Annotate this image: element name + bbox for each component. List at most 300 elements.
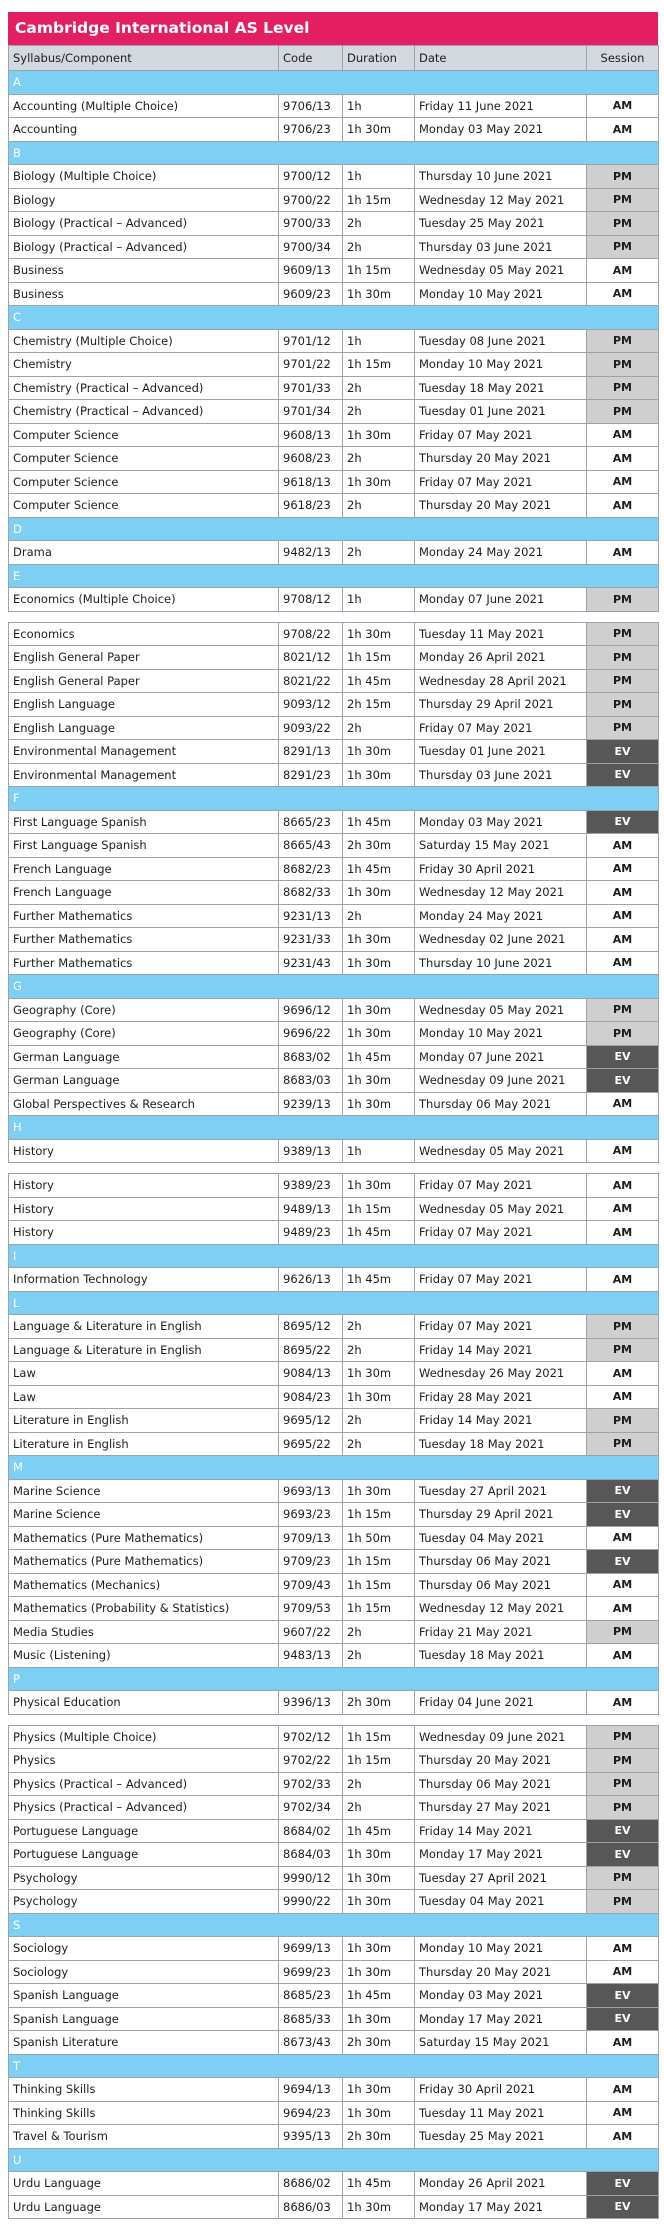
duration-cell: 1h 45m xyxy=(343,810,415,834)
code-cell: 9702/12 xyxy=(279,1725,343,1749)
date-cell: Thursday 20 May 2021 xyxy=(415,1749,587,1773)
syllabus-cell: Biology (Practical – Advanced) xyxy=(9,212,279,236)
duration-cell: 2h 15m xyxy=(343,693,415,717)
date-cell: Wednesday 26 May 2021 xyxy=(415,1362,587,1386)
duration-cell: 1h 30m xyxy=(343,423,415,447)
session-cell: AM xyxy=(587,1268,659,1292)
code-cell: 9708/22 xyxy=(279,622,343,646)
syllabus-cell: Music (Listening) xyxy=(9,1644,279,1668)
table-row xyxy=(9,1691,659,1715)
table-row xyxy=(9,423,659,447)
syllabus-cell: First Language Spanish xyxy=(9,834,279,858)
syllabus-cell: Computer Science xyxy=(9,494,279,518)
code-cell: 9609/13 xyxy=(279,259,343,283)
date-cell: Wednesday 12 May 2021 xyxy=(415,1597,587,1621)
duration-cell: 1h 15m xyxy=(343,1597,415,1621)
syllabus-cell: Media Studies xyxy=(9,1620,279,1644)
session-cell: AM xyxy=(587,1174,659,1198)
table-row xyxy=(9,1409,659,1433)
table-row xyxy=(9,1221,659,1245)
session-cell: AM xyxy=(587,1362,659,1386)
session-cell: EV xyxy=(587,1819,659,1843)
code-cell: 9084/23 xyxy=(279,1385,343,1409)
table-row xyxy=(9,1197,659,1221)
duration-cell: 1h 30m xyxy=(343,2195,415,2219)
section-letter: B xyxy=(9,141,659,165)
session-cell: AM xyxy=(587,1937,659,1961)
duration-cell: 1h xyxy=(343,1139,415,1163)
syllabus-cell: First Language Spanish xyxy=(9,810,279,834)
table-row xyxy=(9,1092,659,1116)
code-cell: 9702/34 xyxy=(279,1796,343,1820)
session-cell: AM xyxy=(587,2125,659,2149)
code-cell: 8684/03 xyxy=(279,1843,343,1867)
duration-cell: 2h xyxy=(343,1338,415,1362)
header-code: Code xyxy=(279,46,343,71)
syllabus-cell: Biology (Practical – Advanced) xyxy=(9,235,279,259)
duration-cell: 1h 15m xyxy=(343,1749,415,1773)
duration-cell: 1h 15m xyxy=(343,259,415,283)
code-cell: 9706/13 xyxy=(279,94,343,118)
date-cell: Monday 24 May 2021 xyxy=(415,541,587,565)
syllabus-cell: Language & Literature in English xyxy=(9,1338,279,1362)
table-row xyxy=(9,1069,659,1093)
session-cell: PM xyxy=(587,1749,659,1773)
code-cell: 9709/13 xyxy=(279,1526,343,1550)
table-row xyxy=(9,2007,659,2031)
session-cell: AM xyxy=(587,1960,659,1984)
duration-cell: 1h 30m xyxy=(343,1890,415,1914)
session-cell: AM xyxy=(587,1221,659,1245)
date-cell: Friday 28 May 2021 xyxy=(415,1385,587,1409)
date-cell: Friday 07 May 2021 xyxy=(415,1315,587,1339)
code-cell: 8695/22 xyxy=(279,1338,343,1362)
table-row xyxy=(9,904,659,928)
syllabus-cell: Accounting xyxy=(9,118,279,142)
session-cell: PM xyxy=(587,1796,659,1820)
duration-cell: 1h 30m xyxy=(343,282,415,306)
code-cell: 9084/13 xyxy=(279,1362,343,1386)
session-cell: AM xyxy=(587,1197,659,1221)
section-letter-row xyxy=(9,1291,659,1315)
duration-cell: 2h xyxy=(343,447,415,471)
duration-cell: 1h 30m xyxy=(343,1362,415,1386)
code-cell: 9700/12 xyxy=(279,165,343,189)
syllabus-cell: French Language xyxy=(9,881,279,905)
session-cell: PM xyxy=(587,588,659,612)
table-row xyxy=(9,763,659,787)
session-cell: AM xyxy=(587,1597,659,1621)
table-row xyxy=(9,1644,659,1668)
date-cell: Tuesday 27 April 2021 xyxy=(415,1479,587,1503)
date-cell: Thursday 06 May 2021 xyxy=(415,1772,587,1796)
date-cell: Friday 14 May 2021 xyxy=(415,1338,587,1362)
date-cell: Tuesday 04 May 2021 xyxy=(415,1890,587,1914)
date-cell: Wednesday 12 May 2021 xyxy=(415,188,587,212)
syllabus-cell: Global Perspectives & Research xyxy=(9,1092,279,1116)
syllabus-cell: Physical Education xyxy=(9,1691,279,1715)
session-cell: AM xyxy=(587,282,659,306)
session-cell: PM xyxy=(587,212,659,236)
table-row xyxy=(9,1139,659,1163)
session-cell: PM xyxy=(587,1890,659,1914)
session-cell: PM xyxy=(587,1772,659,1796)
table-row xyxy=(9,857,659,881)
table-row xyxy=(9,165,659,189)
date-cell: Friday 30 April 2021 xyxy=(415,857,587,881)
session-cell: EV xyxy=(587,1503,659,1527)
code-cell: 9695/22 xyxy=(279,1432,343,1456)
code-cell: 9708/12 xyxy=(279,588,343,612)
syllabus-cell: Sociology xyxy=(9,1937,279,1961)
syllabus-cell: Information Technology xyxy=(9,1268,279,1292)
session-cell: AM xyxy=(587,951,659,975)
code-cell: 9608/23 xyxy=(279,447,343,471)
duration-cell: 1h 30m xyxy=(343,470,415,494)
session-cell: AM xyxy=(587,423,659,447)
duration-cell: 2h xyxy=(343,1432,415,1456)
session-cell: AM xyxy=(587,904,659,928)
date-cell: Tuesday 01 June 2021 xyxy=(415,400,587,424)
section-letter-row xyxy=(9,564,659,588)
syllabus-cell: Law xyxy=(9,1362,279,1386)
duration-cell: 1h 45m xyxy=(343,857,415,881)
table-row xyxy=(9,470,659,494)
duration-cell: 2h xyxy=(343,541,415,565)
date-cell: Tuesday 18 May 2021 xyxy=(415,1432,587,1456)
date-cell: Friday 21 May 2021 xyxy=(415,1620,587,1644)
code-cell: 9702/22 xyxy=(279,1749,343,1773)
date-cell: Saturday 15 May 2021 xyxy=(415,2031,587,2055)
section-letter-row xyxy=(9,306,659,330)
session-cell: PM xyxy=(587,1315,659,1339)
section-letter-row xyxy=(9,787,659,811)
duration-cell: 2h xyxy=(343,716,415,740)
section-letter-row xyxy=(9,2054,659,2078)
session-cell: AM xyxy=(587,928,659,952)
table-row xyxy=(9,881,659,905)
date-cell: Wednesday 09 June 2021 xyxy=(415,1725,587,1749)
section-letter-row xyxy=(9,1667,659,1691)
table-row xyxy=(9,834,659,858)
session-cell: AM xyxy=(587,2101,659,2125)
date-cell: Thursday 06 May 2021 xyxy=(415,1550,587,1574)
duration-cell: 1h 30m xyxy=(343,1937,415,1961)
session-cell: PM xyxy=(587,376,659,400)
syllabus-cell: Sociology xyxy=(9,1960,279,1984)
table-row xyxy=(9,1937,659,1961)
section-gap xyxy=(9,1714,659,1725)
duration-cell: 1h 15m xyxy=(343,1725,415,1749)
syllabus-cell: Mathematics (Pure Mathematics) xyxy=(9,1550,279,1574)
section-letter-row xyxy=(9,975,659,999)
table-body xyxy=(9,71,659,2219)
syllabus-cell: Economics (Multiple Choice) xyxy=(9,588,279,612)
code-cell: 9093/22 xyxy=(279,716,343,740)
date-cell: Friday 04 June 2021 xyxy=(415,1691,587,1715)
code-cell: 9695/12 xyxy=(279,1409,343,1433)
date-cell: Monday 26 April 2021 xyxy=(415,2172,587,2196)
duration-cell: 2h xyxy=(343,400,415,424)
section-letter: M xyxy=(9,1456,659,1480)
header-duration: Duration xyxy=(343,46,415,71)
duration-cell: 1h 30m xyxy=(343,1022,415,1046)
date-cell: Thursday 20 May 2021 xyxy=(415,494,587,518)
syllabus-cell: Drama xyxy=(9,541,279,565)
date-cell: Thursday 03 June 2021 xyxy=(415,235,587,259)
table-row xyxy=(9,1385,659,1409)
syllabus-cell: Environmental Management xyxy=(9,740,279,764)
code-cell: 9709/23 xyxy=(279,1550,343,1574)
table-row xyxy=(9,94,659,118)
duration-cell: 1h 45m xyxy=(343,1045,415,1069)
table-row xyxy=(9,2172,659,2196)
session-cell: EV xyxy=(587,2172,659,2196)
syllabus-cell: Computer Science xyxy=(9,423,279,447)
date-cell: Thursday 10 June 2021 xyxy=(415,165,587,189)
session-cell: PM xyxy=(587,998,659,1022)
syllabus-cell: Spanish Literature xyxy=(9,2031,279,2055)
date-cell: Tuesday 04 May 2021 xyxy=(415,1526,587,1550)
table-row xyxy=(9,541,659,565)
syllabus-cell: English Language xyxy=(9,693,279,717)
syllabus-cell: Law xyxy=(9,1385,279,1409)
table-row xyxy=(9,1749,659,1773)
code-cell: 8685/33 xyxy=(279,2007,343,2031)
duration-cell: 2h xyxy=(343,1772,415,1796)
syllabus-cell: Computer Science xyxy=(9,470,279,494)
syllabus-cell: Mathematics (Mechanics) xyxy=(9,1573,279,1597)
duration-cell: 2h xyxy=(343,1409,415,1433)
syllabus-cell: Literature in English xyxy=(9,1409,279,1433)
code-cell: 9396/13 xyxy=(279,1691,343,1715)
syllabus-cell: Computer Science xyxy=(9,447,279,471)
date-cell: Tuesday 18 May 2021 xyxy=(415,1644,587,1668)
code-cell: 9701/22 xyxy=(279,353,343,377)
table-row xyxy=(9,740,659,764)
date-cell: Friday 07 May 2021 xyxy=(415,423,587,447)
syllabus-cell: Travel & Tourism xyxy=(9,2125,279,2149)
session-cell: PM xyxy=(587,235,659,259)
duration-cell: 1h 45m xyxy=(343,1221,415,1245)
code-cell: 9609/23 xyxy=(279,282,343,306)
table-row xyxy=(9,447,659,471)
session-cell: AM xyxy=(587,1644,659,1668)
table-row xyxy=(9,1432,659,1456)
session-cell: AM xyxy=(587,447,659,471)
date-cell: Friday 11 June 2021 xyxy=(415,94,587,118)
table-row xyxy=(9,2195,659,2219)
code-cell: 8683/02 xyxy=(279,1045,343,1069)
duration-cell: 2h 30m xyxy=(343,834,415,858)
date-cell: Tuesday 08 June 2021 xyxy=(415,329,587,353)
table-row xyxy=(9,1725,659,1749)
section-letter: C xyxy=(9,306,659,330)
syllabus-cell: Portuguese Language xyxy=(9,1819,279,1843)
date-cell: Monday 24 May 2021 xyxy=(415,904,587,928)
duration-cell: 2h 30m xyxy=(343,2125,415,2149)
duration-cell: 1h 30m xyxy=(343,1866,415,1890)
table-row xyxy=(9,1772,659,1796)
session-cell: AM xyxy=(587,541,659,565)
code-cell: 9693/23 xyxy=(279,1503,343,1527)
syllabus-cell: Environmental Management xyxy=(9,763,279,787)
code-cell: 8021/12 xyxy=(279,646,343,670)
table-row xyxy=(9,329,659,353)
syllabus-cell: Economics xyxy=(9,622,279,646)
duration-cell: 1h 30m xyxy=(343,118,415,142)
syllabus-cell: History xyxy=(9,1174,279,1198)
date-cell: Friday 07 May 2021 xyxy=(415,1221,587,1245)
session-cell: AM xyxy=(587,834,659,858)
session-cell: EV xyxy=(587,1550,659,1574)
duration-cell: 1h 30m xyxy=(343,2101,415,2125)
table-row xyxy=(9,2101,659,2125)
table-row xyxy=(9,669,659,693)
duration-cell: 1h 15m xyxy=(343,1197,415,1221)
code-cell: 9389/13 xyxy=(279,1139,343,1163)
duration-cell: 2h xyxy=(343,1796,415,1820)
session-cell: EV xyxy=(587,2007,659,2031)
timetable xyxy=(8,0,658,2219)
duration-cell: 1h 30m xyxy=(343,763,415,787)
duration-cell: 1h 15m xyxy=(343,646,415,670)
table-row xyxy=(9,400,659,424)
code-cell: 9618/13 xyxy=(279,470,343,494)
session-cell: AM xyxy=(587,1139,659,1163)
date-cell: Thursday 06 May 2021 xyxy=(415,1092,587,1116)
date-cell: Thursday 20 May 2021 xyxy=(415,447,587,471)
table-row xyxy=(9,1796,659,1820)
date-cell: Friday 07 May 2021 xyxy=(415,1268,587,1292)
table-row xyxy=(9,1503,659,1527)
date-cell: Wednesday 05 May 2021 xyxy=(415,998,587,1022)
session-cell: PM xyxy=(587,188,659,212)
code-cell: 8684/02 xyxy=(279,1819,343,1843)
session-cell: PM xyxy=(587,622,659,646)
duration-cell: 1h 30m xyxy=(343,951,415,975)
date-cell: Tuesday 01 June 2021 xyxy=(415,740,587,764)
syllabus-cell: French Language xyxy=(9,857,279,881)
date-cell: Thursday 03 June 2021 xyxy=(415,763,587,787)
syllabus-cell: Spanish Language xyxy=(9,1984,279,2008)
table-row xyxy=(9,235,659,259)
duration-cell: 2h xyxy=(343,494,415,518)
section-letter-row xyxy=(9,2148,659,2172)
table-row xyxy=(9,810,659,834)
date-cell: Monday 10 May 2021 xyxy=(415,353,587,377)
syllabus-cell: Portuguese Language xyxy=(9,1843,279,1867)
session-cell: PM xyxy=(587,1725,659,1749)
code-cell: 9618/23 xyxy=(279,494,343,518)
section-letter: U xyxy=(9,2148,659,2172)
code-cell: 9239/13 xyxy=(279,1092,343,1116)
code-cell: 8686/02 xyxy=(279,2172,343,2196)
section-gap xyxy=(9,1163,659,1174)
section-letter: S xyxy=(9,1913,659,1937)
session-cell: PM xyxy=(587,693,659,717)
code-cell: 9482/13 xyxy=(279,541,343,565)
date-cell: Tuesday 11 May 2021 xyxy=(415,2101,587,2125)
duration-cell: 1h 15m xyxy=(343,1573,415,1597)
duration-cell: 1h 45m xyxy=(343,669,415,693)
date-cell: Thursday 20 May 2021 xyxy=(415,1960,587,1984)
syllabus-cell: Psychology xyxy=(9,1890,279,1914)
code-cell: 9990/12 xyxy=(279,1866,343,1890)
date-cell: Monday 26 April 2021 xyxy=(415,646,587,670)
table-row xyxy=(9,998,659,1022)
duration-cell: 1h xyxy=(343,165,415,189)
code-cell: 9702/33 xyxy=(279,1772,343,1796)
date-cell: Saturday 15 May 2021 xyxy=(415,834,587,858)
table-row xyxy=(9,928,659,952)
session-cell: EV xyxy=(587,1843,659,1867)
syllabus-cell: Mathematics (Probability & Statistics) xyxy=(9,1597,279,1621)
date-cell: Thursday 29 April 2021 xyxy=(415,693,587,717)
exam-table xyxy=(8,45,659,2219)
session-cell: AM xyxy=(587,470,659,494)
session-cell: AM xyxy=(587,2078,659,2102)
table-row xyxy=(9,1984,659,2008)
syllabus-cell: History xyxy=(9,1139,279,1163)
code-cell: 8665/23 xyxy=(279,810,343,834)
code-cell: 9700/33 xyxy=(279,212,343,236)
session-cell: AM xyxy=(587,881,659,905)
code-cell: 9699/23 xyxy=(279,1960,343,1984)
code-cell: 8665/43 xyxy=(279,834,343,858)
duration-cell: 1h 30m xyxy=(343,1385,415,1409)
code-cell: 8291/23 xyxy=(279,763,343,787)
code-cell: 9700/22 xyxy=(279,188,343,212)
session-cell: PM xyxy=(587,165,659,189)
section-letter: G xyxy=(9,975,659,999)
section-letter-row xyxy=(9,1456,659,1480)
date-cell: Monday 03 May 2021 xyxy=(415,810,587,834)
table-row xyxy=(9,1362,659,1386)
duration-cell: 1h 45m xyxy=(343,1984,415,2008)
code-cell: 9696/22 xyxy=(279,1022,343,1046)
session-cell: AM xyxy=(587,94,659,118)
date-cell: Monday 17 May 2021 xyxy=(415,1843,587,1867)
table-row xyxy=(9,259,659,283)
session-cell: PM xyxy=(587,1866,659,1890)
duration-cell: 1h 30m xyxy=(343,928,415,952)
date-cell: Tuesday 11 May 2021 xyxy=(415,622,587,646)
syllabus-cell: Chemistry (Practical – Advanced) xyxy=(9,376,279,400)
duration-cell: 1h 30m xyxy=(343,881,415,905)
date-cell: Wednesday 09 June 2021 xyxy=(415,1069,587,1093)
session-cell: AM xyxy=(587,118,659,142)
date-cell: Monday 07 June 2021 xyxy=(415,1045,587,1069)
date-cell: Tuesday 27 April 2021 xyxy=(415,1866,587,1890)
date-cell: Friday 30 April 2021 xyxy=(415,2078,587,2102)
session-cell: AM xyxy=(587,1691,659,1715)
code-cell: 9701/33 xyxy=(279,376,343,400)
duration-cell: 2h xyxy=(343,1315,415,1339)
table-row xyxy=(9,693,659,717)
syllabus-cell: Language & Literature in English xyxy=(9,1315,279,1339)
date-cell: Wednesday 12 May 2021 xyxy=(415,881,587,905)
date-cell: Monday 03 May 2021 xyxy=(415,118,587,142)
code-cell: 9607/22 xyxy=(279,1620,343,1644)
syllabus-cell: Chemistry (Practical – Advanced) xyxy=(9,400,279,424)
date-cell: Wednesday 05 May 2021 xyxy=(415,1139,587,1163)
code-cell: 9696/12 xyxy=(279,998,343,1022)
section-letter: T xyxy=(9,2054,659,2078)
syllabus-cell: Biology xyxy=(9,188,279,212)
table-row xyxy=(9,588,659,612)
table-row xyxy=(9,1550,659,1574)
